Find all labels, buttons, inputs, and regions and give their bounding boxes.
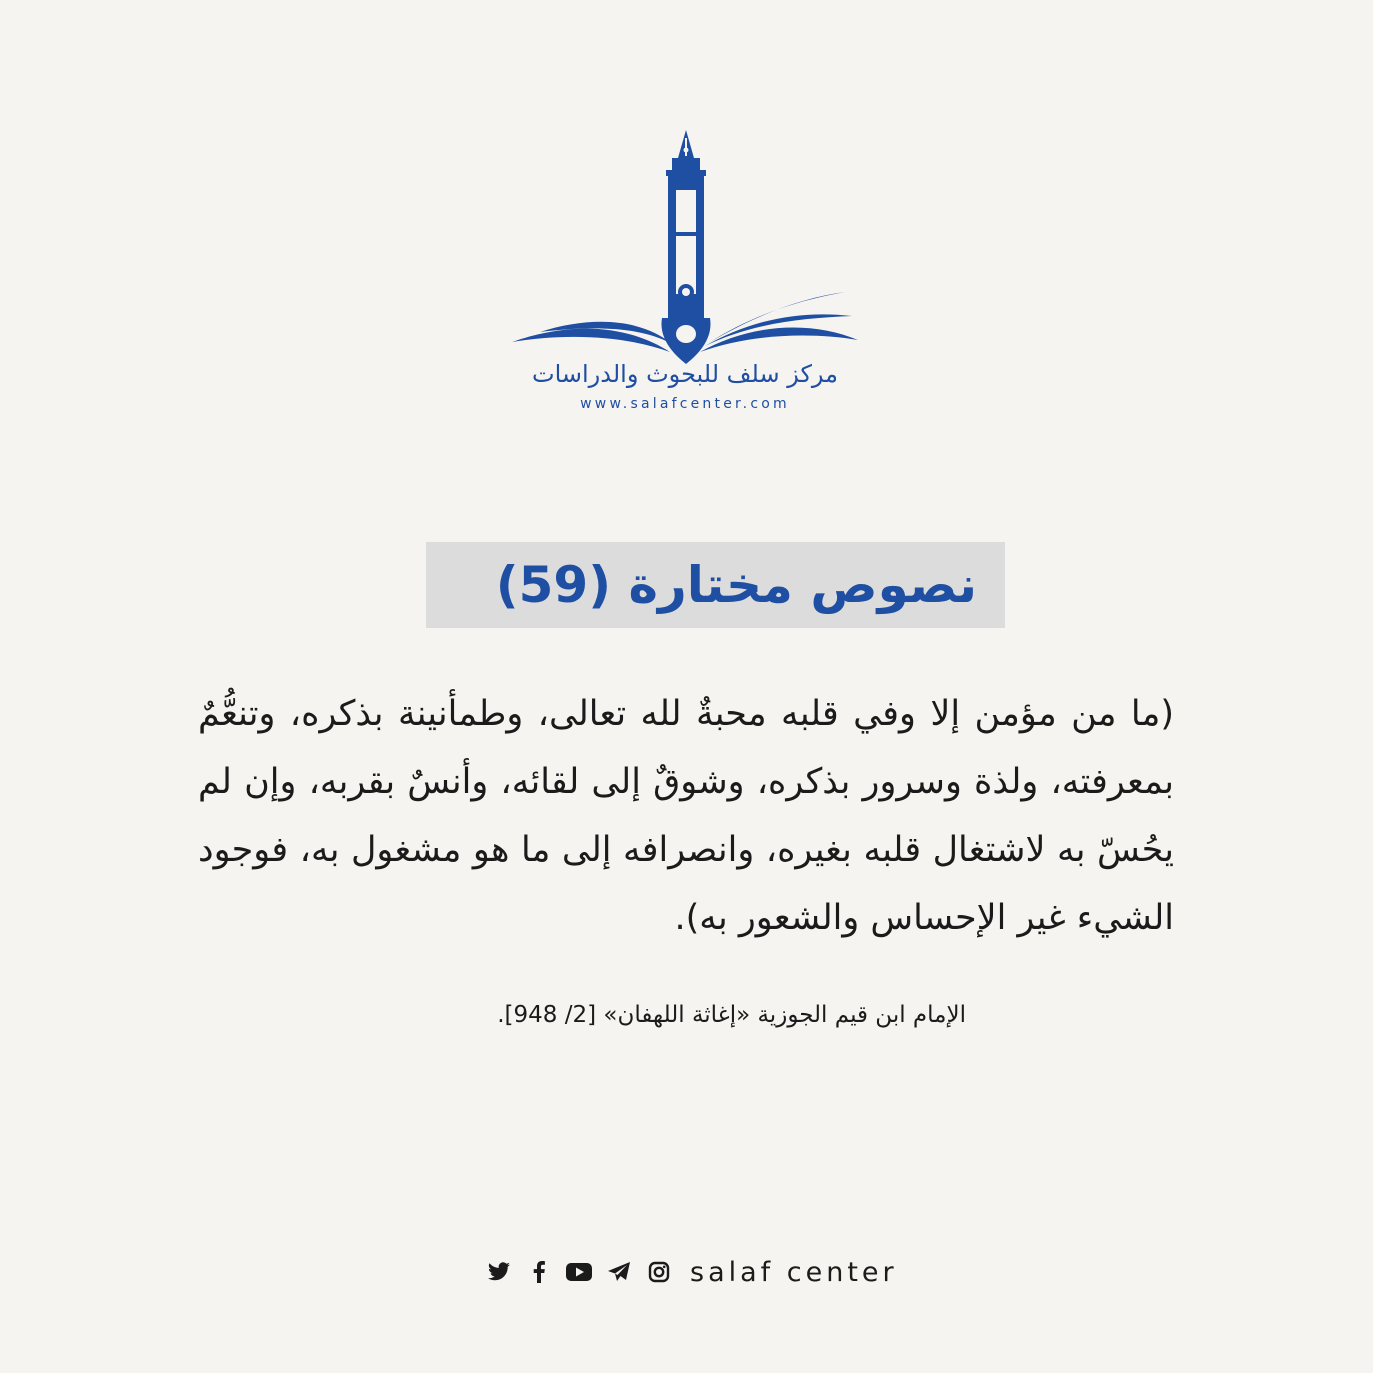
- title-box: [426, 542, 1005, 628]
- telegram-icon[interactable]: [606, 1259, 632, 1285]
- twitter-icon[interactable]: [486, 1259, 512, 1285]
- salaf-center-logo: [500, 120, 870, 420]
- logo-name: مركز سلف للبحوث والدراسات: [532, 360, 838, 388]
- instagram-icon[interactable]: [646, 1259, 672, 1285]
- social-footer: [486, 1252, 898, 1292]
- lighthouse-book-emblem: [500, 120, 870, 365]
- facebook-icon[interactable]: [526, 1259, 552, 1285]
- youtube-icon[interactable]: [566, 1259, 592, 1285]
- page-title: نصوص مختارة (59): [495, 556, 977, 614]
- logo-url: www.salafcenter.com: [580, 396, 790, 412]
- social-handle: salaf center: [690, 1256, 898, 1288]
- quote-text: (ما من مؤمن إلا وفي قلبه محبةٌ لله تعالى، وطمأنينة بذكره، وتنعُّمٌ بمعرفته، ولذة وسرور بذكره، وشوقٌ إلى لقائه، وأنسٌ بقربه، وإن لم يحُسّ به لاشتغال قلبه بغيره، وانصرافه إلى ما هو مشغول به، فوجود الشيء غير الإحساس والشعور به).: [198, 694, 1174, 938]
- citation: الإمام ابن قيم الجوزية «إغاثة اللهفان» [2/ 948].: [497, 1002, 966, 1028]
